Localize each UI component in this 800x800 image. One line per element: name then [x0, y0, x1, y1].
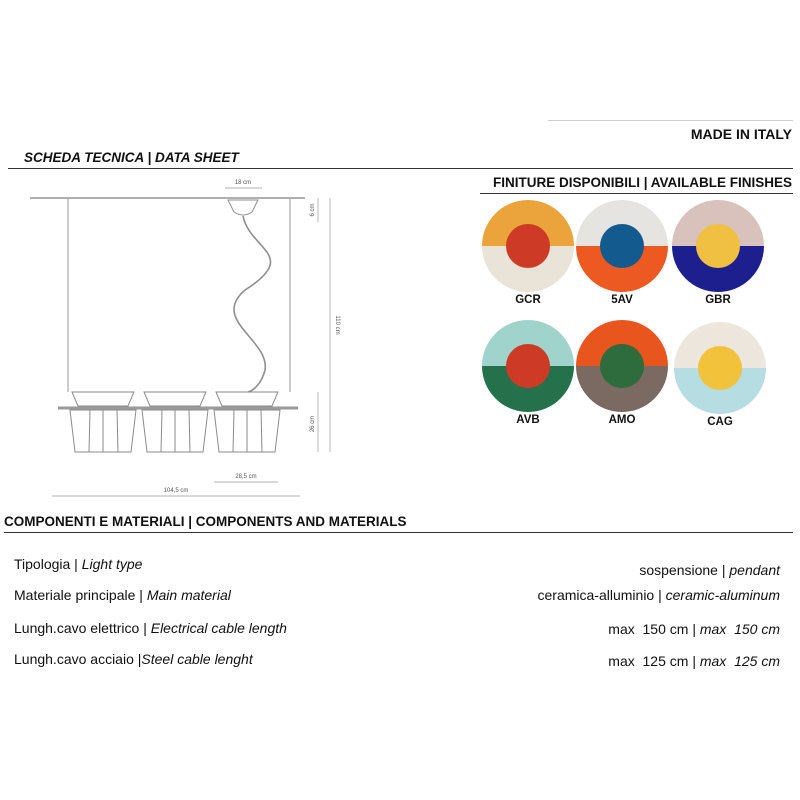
- label-en: Main material: [146, 587, 231, 603]
- swatch-dot: [600, 224, 644, 268]
- finish-code: GCR: [515, 294, 541, 306]
- finishes-title: FINITURE DISPONIBILI | AVAILABLE FINISHES: [492, 175, 792, 190]
- label-en: Light type: [81, 556, 143, 572]
- finish-code: AMO: [608, 414, 636, 426]
- made-in-italy-label: MADE IN ITALY: [690, 126, 792, 142]
- components-divider: [4, 532, 793, 533]
- dim-canopy-label: 6 cm: [310, 203, 316, 217]
- label-it: Tipologia: [14, 556, 71, 572]
- swatch-dot: [506, 224, 550, 268]
- spec-value-electrical-cable: [608, 621, 780, 637]
- spec-value-steel-cable: [608, 653, 780, 669]
- finish-swatch-avb: [482, 320, 574, 412]
- finish-code: CAG: [707, 416, 733, 428]
- value-separator: |: [688, 621, 700, 637]
- finish-code: GBR: [705, 294, 731, 306]
- dim-total-width-label: 104,5 cm: [163, 488, 189, 494]
- spec-value-main-material: [538, 587, 780, 603]
- dim-shade-height-label: 26 cm: [310, 415, 316, 433]
- value-it: max 125 cm: [608, 653, 689, 669]
- finish-swatch-cag: [674, 322, 766, 414]
- finish-swatch-5av: [576, 200, 668, 292]
- value-en: ceramic-aluminum: [665, 587, 780, 603]
- spec-value-light-type: [639, 562, 780, 578]
- value-en: max 125 cm: [699, 653, 780, 669]
- value-it: max 150 cm: [608, 621, 689, 637]
- value-separator: |: [688, 653, 700, 669]
- spec-label-steel-cable: [14, 651, 253, 667]
- label-separator: |: [139, 620, 151, 636]
- label-it: Lungh.cavo acciaio: [14, 651, 134, 667]
- label-en: Steel cable lenght: [141, 651, 253, 667]
- swatch-dot: [696, 224, 740, 268]
- finish-swatch-gbr: [672, 200, 764, 292]
- label-separator: |: [135, 587, 147, 603]
- label-it: Materiale principale: [14, 587, 136, 603]
- value-it: sospensione: [639, 562, 718, 578]
- dim-shade-width-label: 28,5 cm: [235, 474, 257, 480]
- swatch-dot: [600, 344, 644, 388]
- spec-label-main-material: [14, 587, 231, 603]
- value-en: pendant: [729, 562, 780, 578]
- spec-label-electrical-cable: [14, 620, 287, 636]
- technical-drawing: [0, 170, 345, 505]
- top-divider: [548, 120, 793, 121]
- label-it: Lungh.cavo elettrico: [14, 620, 140, 636]
- components-title: COMPONENTI E MATERIALI | COMPONENTS AND MATERIALS: [4, 514, 407, 529]
- swatch-dot: [698, 346, 742, 390]
- swatch-dot: [506, 344, 550, 388]
- finish-code: AVB: [516, 414, 540, 426]
- spec-label-light-type: [14, 556, 142, 572]
- value-separator: |: [654, 587, 666, 603]
- label-separator: |: [70, 556, 82, 572]
- finishes-divider: [480, 193, 793, 194]
- finish-code: 5AV: [611, 294, 633, 306]
- label-en: Electrical cable length: [150, 620, 287, 636]
- value-it: ceramica-alluminio: [537, 587, 655, 603]
- value-separator: |: [717, 562, 730, 578]
- dim-top-label: 18 cm: [234, 180, 252, 186]
- label-separator: |: [133, 651, 142, 667]
- finish-swatch-amo: [576, 320, 668, 412]
- finish-swatch-gcr: [482, 200, 574, 292]
- value-en: max 150 cm: [699, 621, 780, 637]
- data-sheet-title: SCHEDA TECNICA | DATA SHEET: [24, 150, 239, 165]
- dim-height-label: 110 cm: [334, 315, 340, 335]
- header-divider: [8, 168, 793, 169]
